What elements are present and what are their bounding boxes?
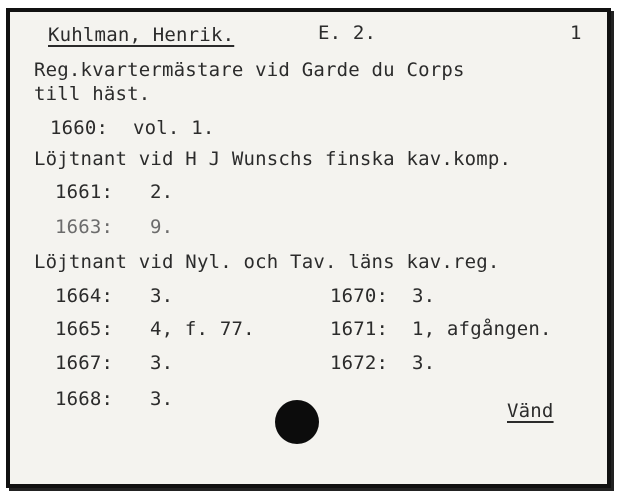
entry-value: 4, f. 77. bbox=[150, 318, 255, 340]
position-title-continuation: till häst. bbox=[34, 83, 151, 105]
entry-year: 1671: bbox=[330, 318, 389, 340]
position-title: Reg.kvartermästare vid Garde du Corps bbox=[34, 59, 465, 81]
entry-value: vol. 1. bbox=[133, 117, 215, 139]
entry-year: 1665: bbox=[55, 318, 114, 340]
entry-value: 3. bbox=[150, 388, 174, 410]
position-title: Löjtnant vid H J Wunschs finska kav.komp. bbox=[34, 148, 512, 170]
entry-value: 3. bbox=[150, 285, 174, 307]
card-number: 1 bbox=[570, 22, 582, 44]
entry-value: 9. bbox=[150, 216, 174, 238]
entry-value: 2. bbox=[150, 181, 174, 203]
entry-year: 1670: bbox=[330, 285, 389, 307]
entry-year: 1668: bbox=[55, 388, 114, 410]
turn-over-label: Vänd bbox=[507, 400, 554, 422]
punch-hole bbox=[275, 400, 319, 444]
archive-code: E. 2. bbox=[318, 22, 377, 44]
entry-year: 1667: bbox=[55, 352, 114, 374]
entry-year: 1664: bbox=[55, 285, 114, 307]
entry-year: 1672: bbox=[330, 352, 389, 374]
entry-year: 1661: bbox=[55, 181, 114, 203]
entry-year: 1660: bbox=[50, 117, 109, 139]
position-title: Löjtnant vid Nyl. och Tav. läns kav.reg. bbox=[34, 251, 500, 273]
person-name: Kuhlman, Henrik. bbox=[48, 24, 235, 46]
entry-value: 1, afgången. bbox=[412, 318, 552, 340]
entry-year: 1663: bbox=[55, 216, 114, 238]
entry-value: 3. bbox=[412, 352, 436, 374]
entry-value: 3. bbox=[150, 352, 174, 374]
entry-value: 3. bbox=[412, 285, 436, 307]
